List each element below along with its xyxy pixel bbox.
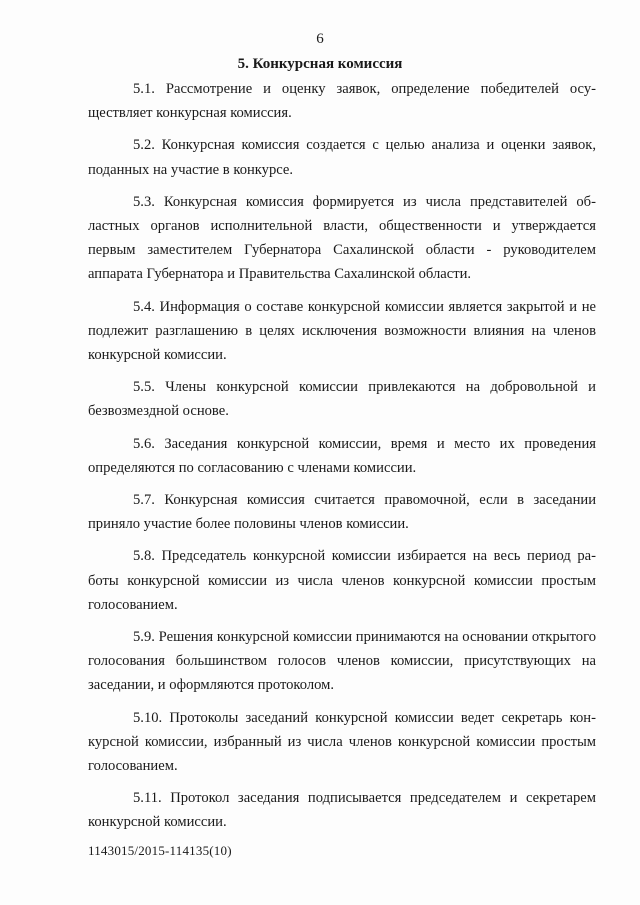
section-title: 5. Конкурсная комиссия: [237, 56, 403, 72]
paragraph-5-6: 5.6. Заседания конкурсной комиссии, время и место их проведения определяются по согласованию с членами комиссии.: [88, 435, 596, 476]
paragraph-5-1: 5.1. Рассмотрение и оценку заявок, определение победителей осуществляет конкурсная комиссия.: [88, 81, 596, 122]
paragraph-5-10: 5.10. Протоколы заседаний конкурсной комиссии ведет секретарь конкурсной комиссии, избранный из числа членов конкурсной комиссии простым голосованием.: [88, 709, 596, 775]
document-body: [88, 77, 596, 843]
page-number: 6: [316, 31, 324, 47]
document-footer-code: 1143015/2015-114135(10): [88, 843, 232, 858]
paragraph-5-3: 5.3. Конкурсная комиссия формируется из числа представителей областных органов исполнительной власти, общественности и утверждается первым заместителем Губернатора Сахалинской области - руководителем аппарата Губернатора и Правительства Сахалинской области.: [88, 193, 596, 283]
paragraph-5-2: 5.2. Конкурсная комиссия создается с целью анализа и оценки заявок, поданных на участие в конкурсе.: [88, 137, 596, 178]
paragraph-5-9: 5.9. Решения конкурсной комиссии принимаются на основании открытого голосования большинством голосов членов комиссии, присутствующих на заседании, и оформляются протоколом.: [88, 629, 596, 694]
paragraph-5-5: 5.5. Члены конкурсной комиссии привлекаются на добровольной и безвозмездной основе.: [88, 379, 596, 420]
paragraph-5-4: 5.4. Информация о составе конкурсной комиссии является закрытой и не подлежит разглашению в целях исключения возможности влияния на членов конкурсной комиссии.: [88, 298, 596, 364]
paragraph-5-11: 5.11. Протокол заседания подписывается председателем и секретарем конкурсной комиссии.: [88, 790, 596, 831]
paragraph-5-7: 5.7. Конкурсная комиссия считается правомочной, если в заседании приняло участие более половины членов комиссии.: [88, 492, 596, 533]
paragraph-5-8: 5.8. Председатель конкурсной комиссии избирается на весь период работы конкурсной комиссии из числа членов конкурсной комиссии простым голосованием.: [88, 548, 596, 613]
